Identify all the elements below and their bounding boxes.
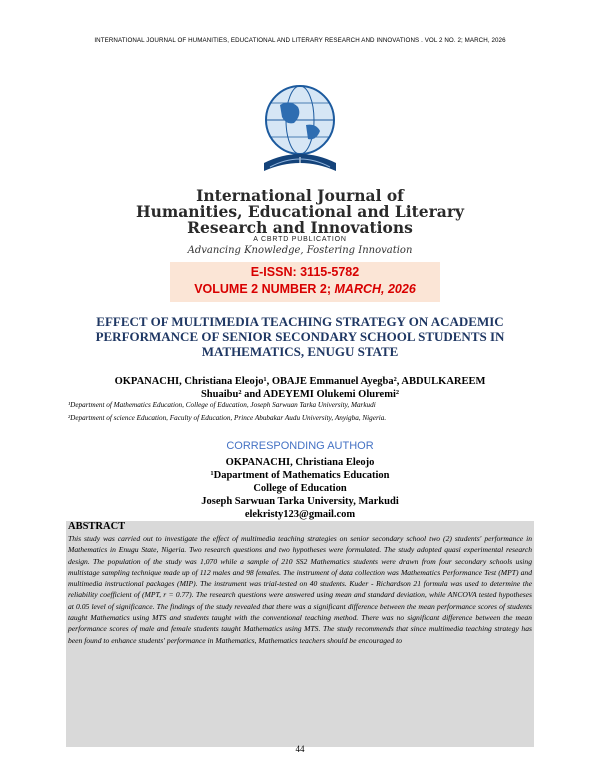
affiliation-1: ¹Department of Mathematics Education, College of Education, Joseph Sarwuan Tarka University, Markudi [68,401,376,409]
corresponding-author-heading: CORRESPONDING AUTHOR [226,440,374,452]
journal-title-line2: Humanities, Educational and Literary [135,202,465,221]
globe-book-logo [250,75,350,185]
author-list [60,375,540,401]
running-header: INTERNATIONAL JOURNAL OF HUMANITIES, EDUCATIONAL AND LITERARY RESEARCH AND INNOVATIONS . VOL 2 NO. 2; MARCH, 2026 [94,37,506,44]
abstract-text: This study was carried out to investigate the effect of multimedia teaching strategies on senior secondary school two (2) students' performance in Mathematics in Enugu State, Nigeria. Two research questions and two hypotheses were formulated. The study adopted quasi experimental research design. The population of the study was 1,070 while a sample of 210 SS2 Mathematics students were drawn from four secondary schools using multistage sampling technique made up of 112 males and 98 females. The instrument of data collection was Mathematics Performance Test (MPT) and multimedia instructional packages (MIP). The instrument was trial-tested on 40 students. Kuder - Richardson 21 formula was used to determine the reliability coefficient of (MPT, r = 0.77). The research questions were answered using mean and standard deviation, while ANCOVA tested hypotheses at 0.05 level of significance. The findings of the study revealed that there was a significant difference between the mean performance scores of students taught Mathematics using MTS and students taught with the conventional teaching method. There was no significant difference between the mean performance scores of male and female students taught Mathematics using MTS. The study recommends that since multimedia teaching strategy has been found to enhance students' performance in Mathematics, Mathematics teachers should be encouraged to [68,534,532,645]
issn-banner [170,262,440,302]
corresponding-email: elekristy123@gmail.com [244,509,356,520]
journal-title [130,188,470,236]
volume-text: VOLUME 2 NUMBER 2; [194,282,332,296]
authors-line1: OKPANACHI, Christiana Eleojo¹, OBAJE Emmanuel Ayegba², ABDULKAREEM [114,376,486,387]
corresponding-college: College of Education [253,483,347,494]
corresponding-name: OKPANACHI, Christiana Eleojo [225,457,375,468]
paper-title-line1: EFFECT OF MULTIMEDIA TEACHING STRATEGY ON ACADEMIC [96,314,504,329]
abstract-box [66,521,534,747]
authors-line2: Shuaibu² and ADEYEMI Olukemi Oluremi² [200,389,400,400]
abstract-heading: ABSTRACT [68,521,126,532]
volume-line [170,282,440,296]
issn-text: E-ISSN: 3115-5782 [250,265,360,279]
page-number: 44 [295,744,305,754]
paper-title-line2: PERFORMANCE OF SENIOR SECONDARY SCHOOL STUDENTS IN [95,329,505,344]
journal-title-line1: International Journal of [196,186,404,205]
corresponding-university: Joseph Sarwuan Tarka University, Markudi [201,496,399,507]
paper-title-line3: MATHEMATICS, ENUGU STATE [201,344,399,359]
corresponding-author-block [0,456,600,521]
paper-title [75,314,525,359]
affiliation-2: ²Department of science Education, Faculty of Education, Prince Abubakar Audu University, Anyigba, Nigeria. [68,414,387,422]
publication-label: A CBRTD PUBLICATION [253,236,347,243]
volume-date: MARCH, 2026 [334,282,416,296]
corresponding-dept: ¹Dapartment of Mathematics Education [210,470,390,481]
journal-title-line3: Research and Innovations [187,218,413,237]
journal-tagline: Advancing Knowledge, Fostering Innovation [187,245,413,256]
